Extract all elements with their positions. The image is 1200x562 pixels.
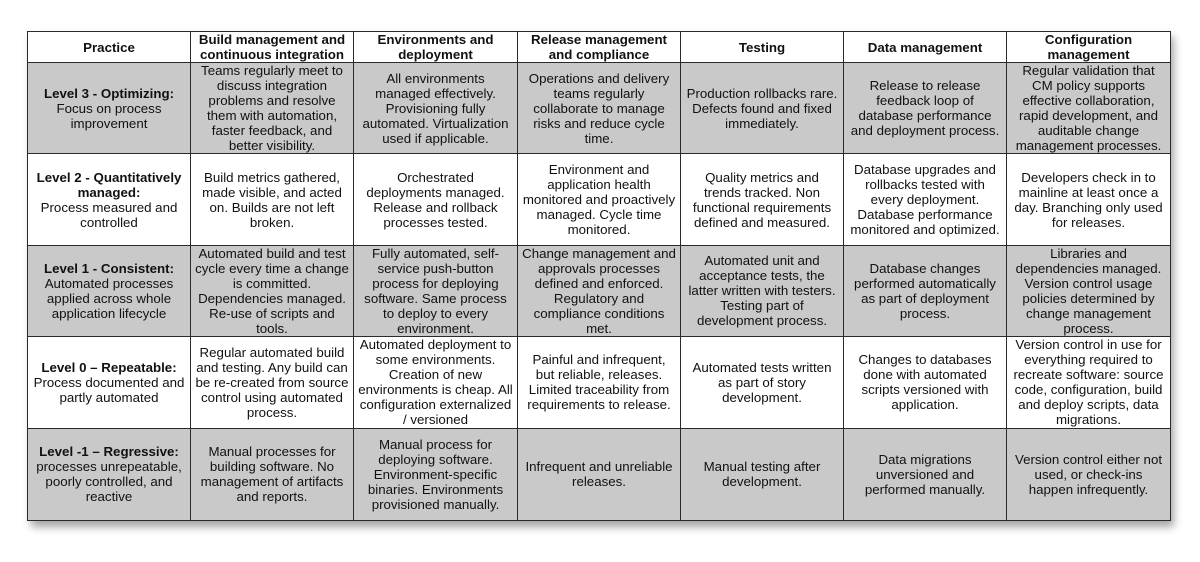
table-cell: Teams regularly meet to discuss integration problems and resolve them with automation, faster feedback, and better visibility.	[191, 63, 354, 154]
table-cell: Environment and application health monitored and proactively managed. Cycle time monitored.	[518, 154, 681, 245]
table-cell: Manual testing after development.	[681, 428, 844, 520]
level-name: Level -1 – Regressive:	[39, 444, 179, 460]
header-practice: Practice	[28, 32, 191, 63]
table-cell: Changes to databases done with automated scripts versioned with application.	[844, 337, 1007, 428]
table-cell: Manual process for deploying software. Environment-specific binaries. Environments provisioned manually.	[354, 428, 518, 520]
table-cell: Data migrations unversioned and performed manually.	[844, 428, 1007, 520]
table-cell: Automated deployment to some environments. Creation of new environments is cheap. All configuration externalized / versioned	[354, 337, 518, 428]
table-cell: Production rollbacks rare. Defects found and fixed immediately.	[681, 63, 844, 154]
level-name: Level 1 - Consistent:	[43, 260, 175, 276]
table-cell: Version control in use for everything required to recreate software: source code, configuration, build and deploy scripts, data migrations.	[1007, 337, 1171, 428]
level-cell	[28, 337, 191, 428]
level-name: Level 0 – Repeatable:	[41, 359, 177, 375]
table-cell: All environments managed effectively. Provisioning fully automated. Virtualization used if applicable.	[354, 63, 518, 154]
table-cell: Orchestrated deployments managed. Release and rollback processes tested.	[354, 154, 518, 245]
level-cell	[28, 154, 191, 245]
table-cell: Database upgrades and rollbacks tested with every deployment. Database performance monitored and optimized.	[844, 154, 1007, 245]
table-cell: Database changes performed automatically as part of deployment process.	[844, 245, 1007, 336]
row-level-1	[28, 245, 1171, 336]
header-testing: Testing	[681, 32, 844, 63]
table-cell: Regular validation that CM policy supports effective collaboration, rapid development, and auditable change management processes.	[1007, 63, 1171, 154]
table-cell: Regular automated build and testing. Any build can be re-created from source control using automated process.	[191, 337, 354, 428]
level-name: Level 3 - Optimizing:	[43, 85, 175, 101]
header-row	[28, 32, 1171, 63]
table-cell: Release to release feedback loop of database performance and deployment process.	[844, 63, 1007, 154]
row-level-2	[28, 154, 1171, 245]
row-level-0	[28, 337, 1171, 428]
row-level-3	[28, 63, 1171, 154]
level-description: Process documented and partly automated	[33, 374, 185, 405]
level-name: Level 2 - Quantitatively managed:	[36, 169, 182, 200]
table-cell: Build metrics gathered, made visible, and acted on. Builds are not left broken.	[191, 154, 354, 245]
level-cell	[28, 428, 191, 520]
level-description: processes unrepeatable, poorly controlled, and reactive	[36, 459, 182, 505]
table-cell: Automated tests written as part of story development.	[681, 337, 844, 428]
table-cell: Version control either not used, or check-ins happen infrequently.	[1007, 428, 1171, 520]
header-release-management: Release management and compliance	[518, 32, 681, 63]
level-cell	[28, 63, 191, 154]
table-cell: Fully automated, self-service push-button process for deploying software. Same process to deploy to every environment.	[354, 245, 518, 336]
header-build-management: Build management and continuous integration	[191, 32, 354, 63]
table-cell: Libraries and dependencies managed. Version control usage policies determined by change management process.	[1007, 245, 1171, 336]
table-cell: Change management and approvals processes defined and enforced. Regulatory and compliance conditions met.	[518, 245, 681, 336]
header-environments-deployment: Environments and deployment	[354, 32, 518, 63]
level-cell	[28, 245, 191, 336]
table-cell: Manual processes for building software. No management of artifacts and reports.	[191, 428, 354, 520]
header-data-management: Data management	[844, 32, 1007, 63]
level-description: Process measured and controlled	[40, 199, 178, 230]
table-cell: Quality metrics and trends tracked. Non functional requirements defined and measured.	[681, 154, 844, 245]
maturity-model-table	[27, 31, 1171, 521]
table-cell: Automated build and test cycle every time a change is committed. Dependencies managed. Re-use of scripts and tools.	[191, 245, 354, 336]
table-cell: Painful and infrequent, but reliable, releases. Limited traceability from requirements to release.	[518, 337, 681, 428]
level-description: Automated processes applied across whole application lifecycle	[44, 275, 174, 321]
table-cell: Operations and delivery teams regularly collaborate to manage risks and reduce cycle time.	[518, 63, 681, 154]
maturity-model-table-frame	[27, 31, 1170, 521]
row-level-minus-1	[28, 428, 1171, 520]
table-cell: Infrequent and unreliable releases.	[518, 428, 681, 520]
table-cell: Automated unit and acceptance tests, the latter written with testers. Testing part of development process.	[681, 245, 844, 336]
level-description: Focus on process improvement	[56, 100, 162, 131]
header-configuration-management: Configuration management	[1007, 32, 1171, 63]
table-cell: Developers check in to mainline at least once a day. Branching only used for releases.	[1007, 154, 1171, 245]
